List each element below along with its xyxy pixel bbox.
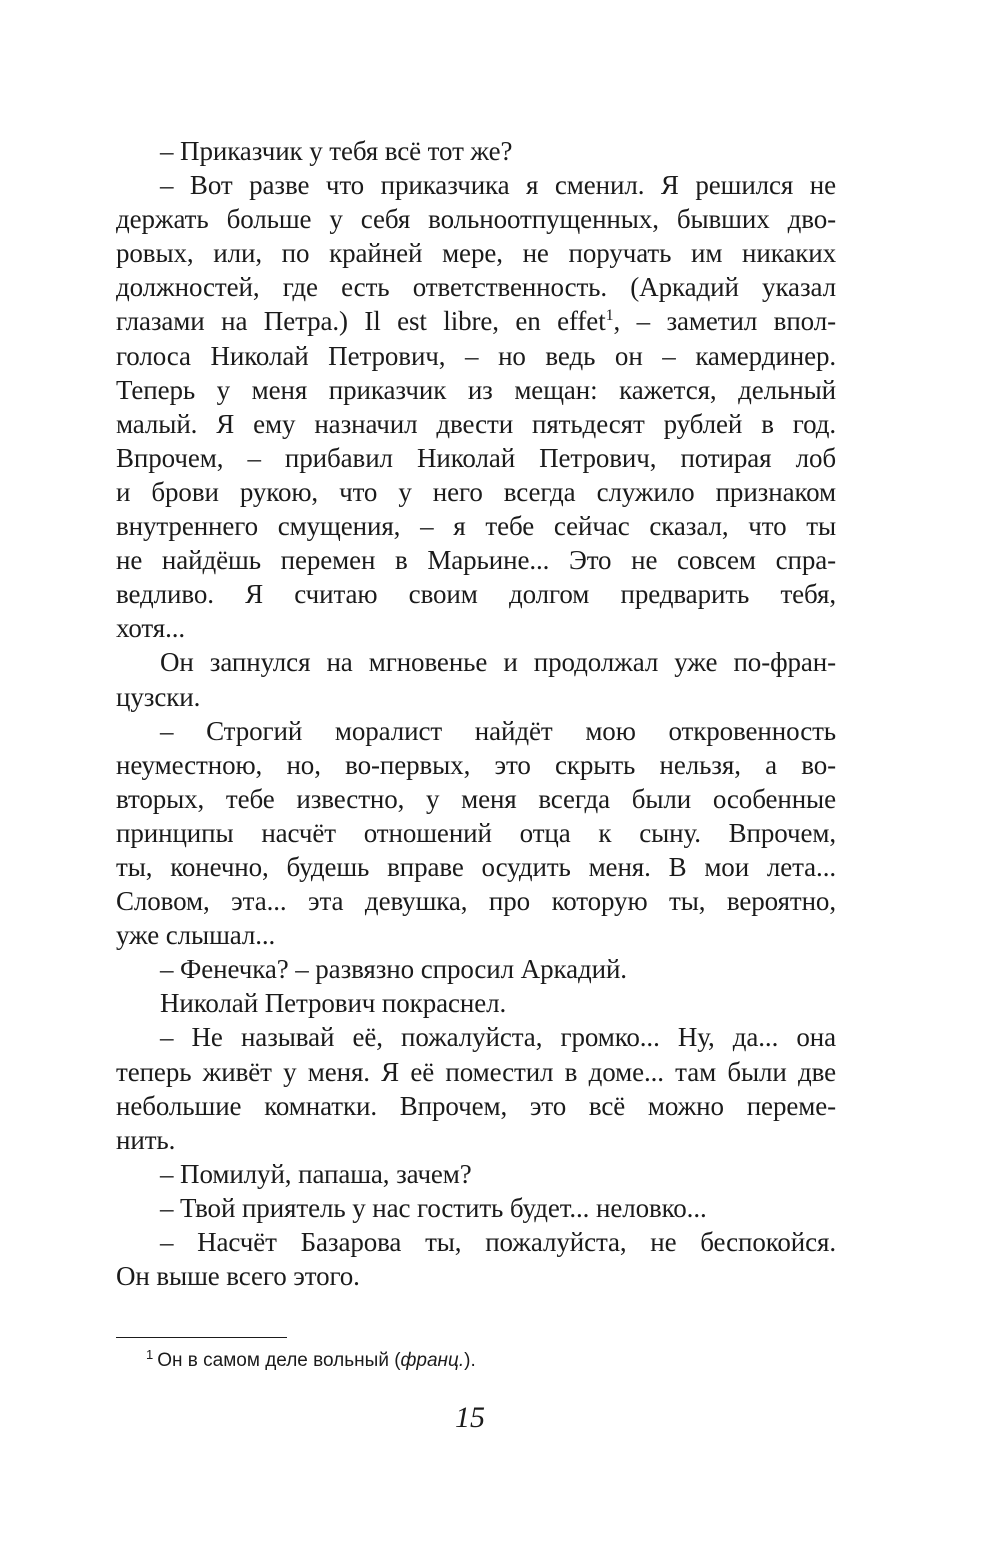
text-line: – Фенечка? – развязно спросил Аркадий. xyxy=(160,954,627,985)
footnote-text-end: ). xyxy=(464,1350,476,1371)
text-line: – Насчёт Базарова ты, пожалуйста, не беспокойся. xyxy=(160,1227,836,1257)
text-line: держать больше у себя вольноотпущенных, бывших дво- xyxy=(116,204,836,235)
text-line: Словом, эта... эта девушка, про которую ты, вероятно, xyxy=(116,886,836,917)
text-line: – Твой приятель у нас гостить будет... неловко... xyxy=(160,1192,707,1223)
text-line: малый. Я ему назначил двести пятьдесят рублей в год. xyxy=(116,408,836,439)
text-line: Он запнулся на мгновенье и продолжал уже по-фран- xyxy=(160,647,836,678)
footnote-reference[interactable]: 1 xyxy=(605,307,614,325)
text-line: небольшие комнатки. Впрочем, это всё можно переме- xyxy=(116,1090,836,1121)
text-line: ты, конечно, будешь вправе осудить меня. В мои лета... xyxy=(116,851,836,882)
text-line: не найдёшь перемен в Марьине... Это не совсем спра- xyxy=(116,545,836,576)
page-number: 15 xyxy=(455,1401,485,1434)
text-line: – Приказчик у тебя всё тот же? xyxy=(160,136,513,166)
text-line-with-footnote xyxy=(116,304,836,338)
footnote-divider xyxy=(116,1337,287,1338)
footnote-italic: франц. xyxy=(400,1350,465,1371)
text-line: цузски. xyxy=(116,681,201,712)
text-line: – Помилуй, папаша, зачем? xyxy=(160,1158,472,1189)
text-line: Теперь у меня приказчик из мещан: кажется, дельный xyxy=(116,374,836,405)
text-line: вторых, тебе известно, у меня всегда были особенные xyxy=(116,783,836,814)
text-line: – Вот разве что приказчика я сменил. Я решился не xyxy=(160,170,836,201)
text-line: хотя... xyxy=(116,613,186,644)
text-line: голоса Николай Петрович, – но ведь он – камердинер. xyxy=(116,340,836,371)
text-line: Он выше всего этого. xyxy=(116,1261,360,1292)
text-line: ровых, или, по крайней мере, не поручать им никаких xyxy=(116,238,836,269)
text-line: уже слышал... xyxy=(116,920,276,951)
text-line: Николай Петрович покраснел. xyxy=(160,988,507,1019)
text-line: нить. xyxy=(116,1124,176,1155)
text-line: теперь живёт у меня. Я её поместил в доме... там были две xyxy=(116,1056,836,1087)
text-line: внутреннего смущения, – я тебе сейчас сказал, что ты xyxy=(116,511,836,542)
text-segment: глазами на Петра.) Il est libre, en effet xyxy=(116,306,606,337)
text-line: неуместною, но, во-первых, это скрыть нельзя, а во- xyxy=(116,749,836,780)
footnote-marker: 1 xyxy=(146,1347,154,1362)
text-line: и брови рукою, что у него всегда служило признаком xyxy=(116,476,836,507)
text-line: Впрочем, – прибавил Николай Петрович, потирая лоб xyxy=(116,442,836,473)
text-line: должностей, где есть ответственность. (Аркадий указал xyxy=(116,272,836,303)
text-line: ведливо. Я считаю своим долгом предварить тебя, xyxy=(116,579,836,610)
text-segment: , – заметил впол- xyxy=(613,306,836,337)
footnote-text: Он в самом деле вольный ( xyxy=(157,1350,401,1371)
text-line: – Строгий моралист найдёт мою откровенность xyxy=(160,715,836,746)
footnote xyxy=(146,1349,476,1373)
text-line: – Не называй её, пожалуйста, громко... Ну, да... она xyxy=(160,1022,836,1053)
text-line: принципы насчёт отношений отца к сыну. Впрочем, xyxy=(116,817,836,848)
body-text xyxy=(116,134,836,1293)
